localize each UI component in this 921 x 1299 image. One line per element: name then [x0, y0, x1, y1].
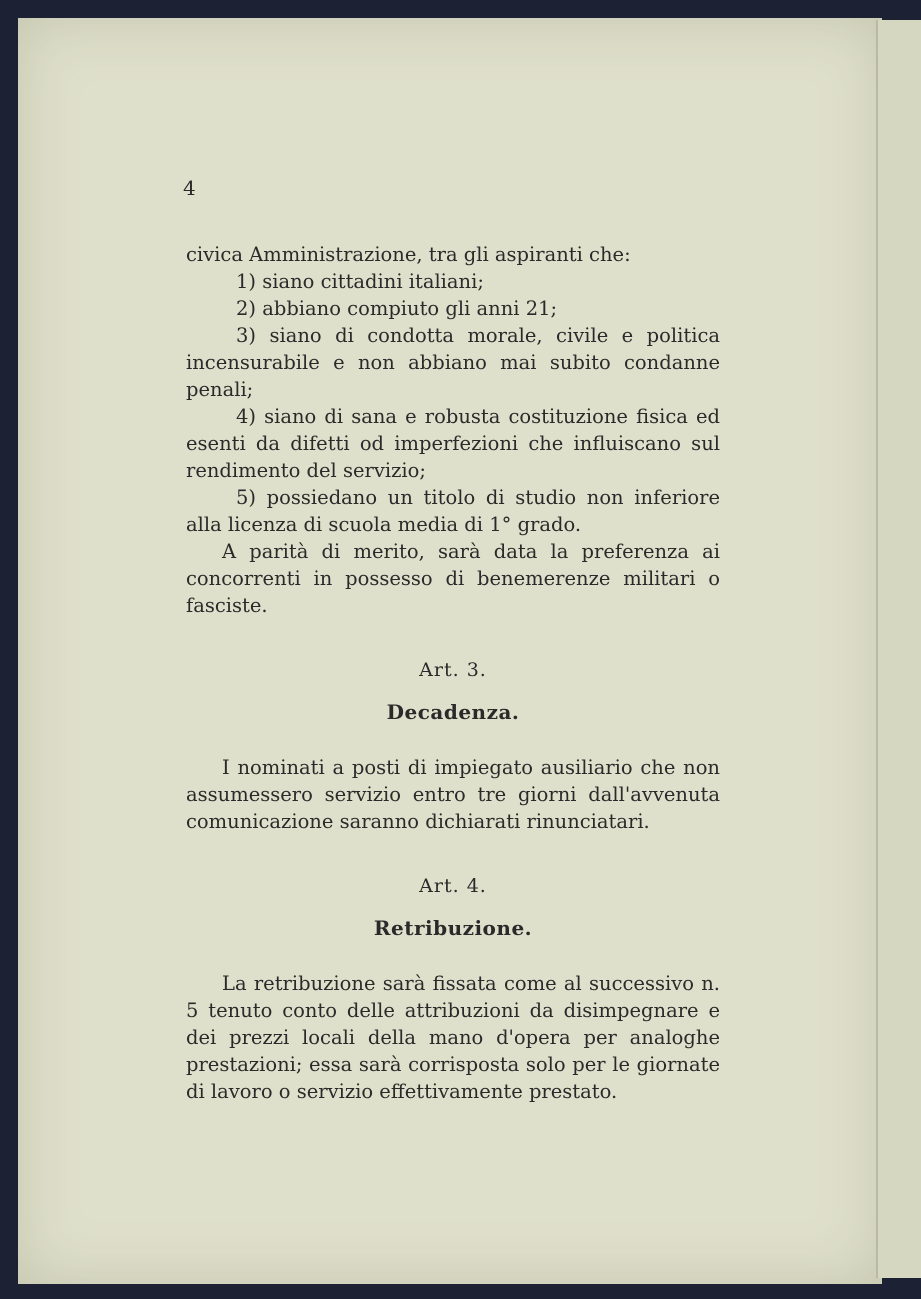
- adjacent-page-edge: [876, 20, 921, 1278]
- article-4-text: La retribuzione sarà fissata come al successivo n. 5 tenuto conto delle attribuzioni da disimpegnare e dei prezzi locali della mano d'opera per analoghe prestazioni; essa sarà corrisposta solo per le giornate di lavoro o servizio effettivamente prestato.: [186, 972, 720, 1103]
- requirement-2: 2) abbiano compiuto gli anni 21;: [236, 297, 558, 320]
- requirement-3: 3) siano di condotta morale, civile e politica incensurabile e non abbiano mai subito condanne penali;: [186, 324, 720, 401]
- article-4: [186, 873, 720, 1105]
- article-3-label: Art. 3.: [419, 659, 487, 681]
- page-number: 4: [183, 176, 196, 200]
- article-4-title: Retribuzione.: [373, 916, 533, 940]
- requirement-5: 5) possiedano un titolo di studio non inferiore alla licenza di scuola media di 1° grado.: [186, 486, 720, 536]
- article-3-text: I nominati a posti di impiegato ausiliario che non assumessero servizio entro tre giorni dall'avvenuta comunicazione saranno dichiarati rinunciatari.: [186, 756, 720, 833]
- requirement-1: 1) siano cittadini italiani;: [236, 270, 484, 293]
- intro-line: civica Amministrazione, tra gli aspiranti che:: [186, 243, 631, 266]
- preference-paragraph: A parità di merito, sarà data la preferenza ai concorrenti in possesso di benemerenze militari o fasciste.: [186, 540, 720, 617]
- requirement-4: 4) siano di sana e robusta costituzione fisica ed esenti da difetti od imperfezioni che influiscano sul rendimento del servizio;: [186, 405, 720, 482]
- article-4-label: Art. 4.: [419, 875, 487, 897]
- article-3-title: Decadenza.: [386, 700, 520, 724]
- article-3: [186, 657, 720, 835]
- requirements-block: [186, 241, 720, 619]
